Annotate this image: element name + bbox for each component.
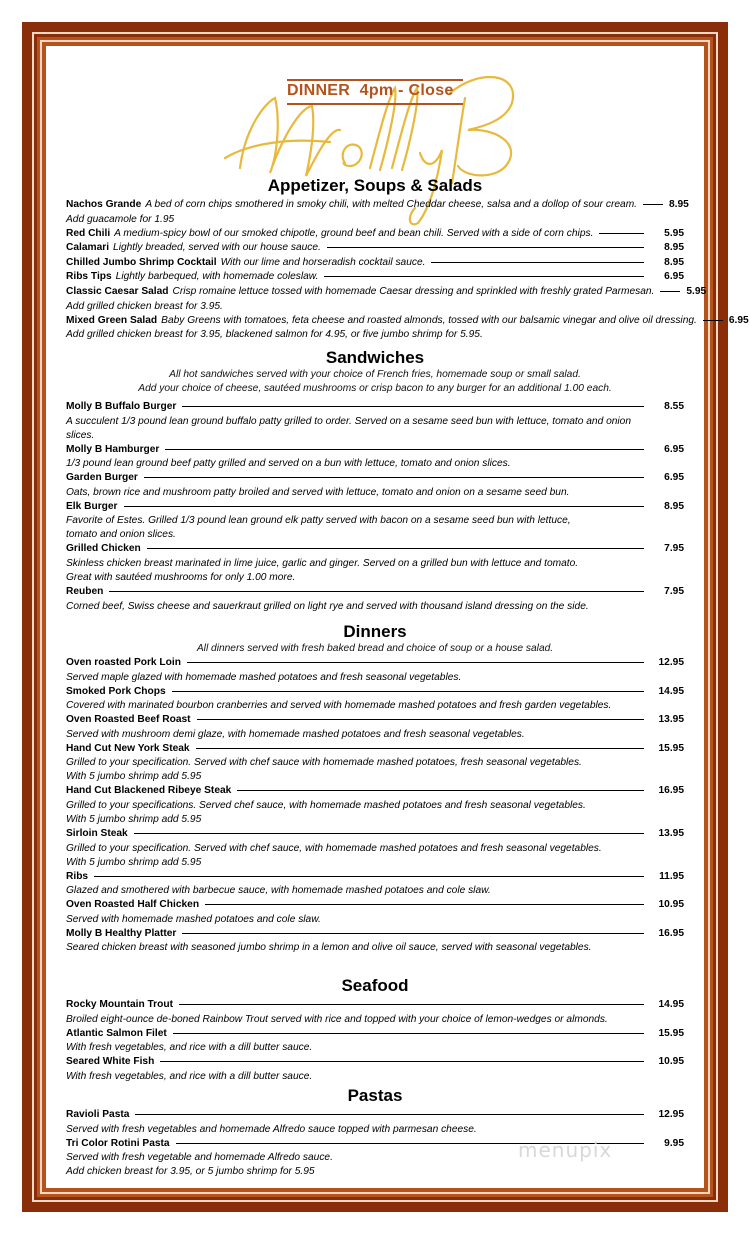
section-sandwiches bbox=[66, 348, 684, 614]
item-desc: Lightly barbequed, with homemade coleslaw. bbox=[115, 271, 319, 283]
item-price: 14.95 bbox=[658, 685, 684, 697]
menu-item bbox=[66, 827, 684, 842]
item-note: Add chicken breast for 3.95, or 5 jumbo shrimp for 5.95 bbox=[66, 1166, 315, 1178]
item-note: Great with sautéed mushrooms for only 1.00 more. bbox=[66, 571, 296, 583]
item-note: Served with fresh vegetables and homemade Alfredo sauce topped with parmesan cheese. bbox=[66, 1123, 477, 1135]
hours-rule-bottom bbox=[287, 103, 463, 105]
item-price: 10.95 bbox=[658, 1056, 684, 1068]
item-price: 8.95 bbox=[664, 256, 684, 268]
menu-item bbox=[66, 1055, 684, 1070]
menu-item bbox=[66, 400, 684, 415]
item-name: Oven Roasted Beef Roast bbox=[66, 714, 191, 726]
item-name: Ribs bbox=[66, 870, 89, 882]
section-title: Pastas bbox=[347, 1086, 403, 1105]
menu-item bbox=[66, 542, 684, 557]
item-note: With fresh vegetables, and rice with a dill butter sauce. bbox=[66, 1070, 313, 1082]
item-note: Grilled to your specification. Served with chef sauce, with homemade mashed potatoes and fresh seasonal vegetables. bbox=[66, 842, 602, 854]
item-desc: A medium-spicy bowl of our smoked chipotle, ground beef and bean chili. Served with a side of corn chips. bbox=[114, 227, 594, 239]
item-price: 6.95 bbox=[664, 472, 684, 484]
item-name: Garden Burger bbox=[66, 472, 138, 484]
item-price: 9.95 bbox=[664, 1137, 684, 1149]
item-price: 10.95 bbox=[658, 899, 684, 911]
item-note: Add grilled chicken breast for 3.95, blackened salmon for 4.95, or five jumbo shrimp for 5.95. bbox=[66, 329, 483, 341]
section-dinners bbox=[66, 622, 684, 955]
item-note: With 5 jumbo shrimp add 5.95 bbox=[66, 771, 202, 783]
item-desc: With our lime and horseradish cocktail sauce. bbox=[220, 256, 426, 268]
menu-item bbox=[66, 585, 684, 600]
item-name: Tri Color Rotini Pasta bbox=[66, 1137, 170, 1149]
item-name: Grilled Chicken bbox=[66, 543, 141, 555]
item-name: Red Chili bbox=[66, 227, 111, 239]
item-name: Ravioli Pasta bbox=[66, 1109, 130, 1120]
menu-item bbox=[66, 241, 684, 256]
item-note: Covered with marinated bourbon cranberries and served with homemade mashed potatoes and fresh garden vegetables. bbox=[66, 700, 612, 712]
item-price: 7.95 bbox=[664, 585, 684, 597]
menu-item bbox=[66, 1027, 684, 1042]
menu-item bbox=[66, 256, 684, 271]
item-note: Skinless chicken breast marinated in lime juice, garlic and ginger. Served on a grilled bun with lettuce and tomato. bbox=[66, 557, 579, 569]
menu-item bbox=[66, 685, 684, 700]
item-note: Add guacamole for 1.95 bbox=[66, 213, 175, 225]
item-price: 5.95 bbox=[686, 285, 707, 297]
menu-item bbox=[66, 713, 684, 728]
item-price: 13.95 bbox=[658, 714, 684, 726]
item-note: Grilled to your specifications. Served chef sauce, with homemade mashed potatoes and fresh seasonal vegetables. bbox=[66, 799, 586, 811]
menu-item bbox=[66, 870, 684, 885]
item-note: With 5 jumbo shrimp add 5.95 bbox=[66, 813, 202, 825]
section-title: Sandwiches bbox=[325, 348, 425, 367]
item-note: Served with fresh vegetable and homemade Alfredo sauce. bbox=[66, 1152, 333, 1164]
item-name: Oven Roasted Half Chicken bbox=[66, 899, 200, 911]
item-name: Ribs Tips bbox=[66, 271, 112, 283]
item-price: 8.95 bbox=[664, 500, 684, 512]
item-name: Mixed Green Salad bbox=[66, 314, 158, 326]
item-price: 5.95 bbox=[664, 227, 684, 239]
item-note: Favorite of Estes. Grilled 1/3 pound lean ground elk patty served with bacon on a sesame seed bun with lettuce, bbox=[66, 515, 571, 527]
item-note: With fresh vegetables, and rice with a dill butter sauce. bbox=[66, 1042, 313, 1054]
section-title: Appetizer, Soups & Salads bbox=[267, 176, 483, 195]
item-note: Broiled eight-ounce de-boned Rainbow Trout served with rice and topped with your choice of lemon-wedges or almonds. bbox=[66, 1013, 608, 1025]
menu-item bbox=[66, 443, 684, 458]
menu-item bbox=[66, 656, 684, 671]
item-desc: A bed of corn chips smothered in smoky chili, with melted Cheddar cheese, salsa and a dollop of sour cream. bbox=[145, 199, 638, 210]
item-price: 8.95 bbox=[664, 242, 684, 254]
item-price: 15.95 bbox=[658, 1027, 684, 1039]
section-title: Dinners bbox=[343, 622, 407, 641]
item-note: A succulent 1/3 pound lean ground buffalo patty grilled to order. Served on a sesame seed bun with lettuce, tomato and onion bbox=[66, 415, 632, 427]
item-note: Served with homemade mashed potatoes and cole slaw. bbox=[66, 913, 321, 925]
item-note: Corned beef, Swiss cheese and sauerkraut grilled on light rye and served with thousand island dressing on the side. bbox=[66, 600, 589, 612]
item-price: 14.95 bbox=[658, 999, 684, 1010]
section-title: Seafood bbox=[341, 976, 409, 995]
item-price: 12.95 bbox=[658, 657, 684, 668]
section-appetizers bbox=[66, 176, 749, 342]
item-price: 16.95 bbox=[658, 927, 684, 939]
item-name: Molly B Buffalo Burger bbox=[66, 401, 177, 412]
item-note: 1/3 pound lean ground beef patty grilled and served on a bun with lettuce, tomato and onion slices. bbox=[66, 458, 511, 470]
menu-item bbox=[66, 285, 707, 300]
menu-item bbox=[66, 742, 684, 757]
menupix-watermark: menupix bbox=[518, 1138, 613, 1162]
item-price: 6.95 bbox=[664, 271, 684, 283]
item-price: 6.95 bbox=[728, 314, 749, 326]
item-name: Smoked Pork Chops bbox=[66, 685, 166, 697]
section-pastas bbox=[66, 1086, 684, 1179]
menu-item bbox=[66, 314, 749, 329]
menu-item bbox=[66, 927, 684, 942]
menu-item bbox=[66, 1108, 684, 1123]
item-name: Seared White Fish bbox=[66, 1056, 155, 1068]
menu-item bbox=[66, 998, 684, 1013]
item-note: tomato and onion slices. bbox=[66, 529, 176, 541]
item-name: Molly B Healthy Platter bbox=[66, 927, 177, 939]
item-note: Grilled to your specification. Served with chef sauce with homemade mashed potatoes, fresh seasonal vegetables. bbox=[66, 757, 582, 769]
item-note: Served with mushroom demi glaze, with homemade mashed potatoes and fresh seasonal vegetables. bbox=[66, 728, 525, 740]
item-price: 11.95 bbox=[659, 870, 684, 882]
menu-item bbox=[66, 784, 684, 799]
item-price: 8.95 bbox=[669, 199, 689, 210]
item-name: Atlantic Salmon Filet bbox=[66, 1027, 167, 1039]
menu-item bbox=[66, 471, 684, 486]
item-note: With 5 jumbo shrimp add 5.95 bbox=[66, 856, 202, 868]
dinner-hours: DINNER 4pm - Close bbox=[287, 82, 454, 99]
section-seafood bbox=[66, 976, 684, 1084]
item-name: Elk Burger bbox=[66, 500, 118, 512]
menu-item bbox=[66, 500, 684, 515]
item-name: Sirloin Steak bbox=[66, 827, 128, 839]
item-price: 8.55 bbox=[664, 401, 684, 412]
item-desc: Baby Greens with tomatoes, feta cheese and roasted almonds, tossed with our balsamic vinegar and olive oil dressing. bbox=[161, 314, 697, 326]
item-name: Molly B Hamburger bbox=[66, 443, 160, 455]
item-price: 12.95 bbox=[658, 1109, 684, 1120]
item-note: Add grilled chicken breast for 3.95. bbox=[66, 300, 223, 312]
item-desc: Crisp romaine lettuce tossed with homemade Caesar dressing and sprinkled with freshly grated Parmesan. bbox=[172, 285, 655, 297]
menu-item bbox=[66, 198, 689, 213]
section-intro: All dinners served with fresh baked bread and choice of soup or a house salad. bbox=[196, 643, 554, 654]
item-price: 16.95 bbox=[658, 785, 684, 797]
item-note: Oats, brown rice and mushroom patty broiled and served with lettuce, tomato and onion on a sesame seed bun. bbox=[66, 486, 570, 498]
item-note: Glazed and smothered with barbecue sauce, with homemade mashed potatoes and cole slaw. bbox=[66, 885, 491, 897]
menu-item bbox=[66, 898, 684, 913]
item-name: Rocky Mountain Trout bbox=[66, 999, 173, 1010]
item-name: Oven roasted Pork Loin bbox=[66, 657, 181, 668]
item-name: Classic Caesar Salad bbox=[66, 285, 169, 297]
item-price: 15.95 bbox=[658, 742, 684, 754]
item-name: Chilled Jumbo Shrimp Cocktail bbox=[66, 256, 217, 268]
item-name: Nachos Grande bbox=[66, 199, 142, 210]
item-note: Served maple glazed with homemade mashed potatoes and fresh seasonal vegetables. bbox=[66, 671, 462, 683]
section-intro: Add your choice of cheese, sautéed mushrooms or crisp bacon to any burger for an additional 1.00 each. bbox=[138, 383, 612, 394]
item-desc: Lightly breaded, served with our house sauce. bbox=[113, 242, 321, 254]
item-price: 7.95 bbox=[664, 543, 684, 555]
item-price: 13.95 bbox=[658, 827, 684, 839]
item-name: Reuben bbox=[66, 585, 104, 597]
item-note: Seared chicken breast with seasoned jumbo shrimp in a lemon and olive oil sauce, served with seasonal vegetables. bbox=[66, 942, 592, 954]
item-name: Hand Cut Blackened Ribeye Steak bbox=[66, 785, 232, 797]
item-name: Calamari bbox=[66, 242, 110, 254]
item-note: slices. bbox=[66, 429, 95, 441]
section-intro: All hot sandwiches served with your choice of French fries, homemade soup or small salad. bbox=[169, 369, 581, 380]
menu-item bbox=[66, 227, 684, 242]
item-name: Hand Cut New York Steak bbox=[66, 742, 190, 754]
hours-rule-top bbox=[287, 79, 463, 81]
menu-item bbox=[66, 270, 684, 285]
item-price: 6.95 bbox=[664, 443, 684, 455]
